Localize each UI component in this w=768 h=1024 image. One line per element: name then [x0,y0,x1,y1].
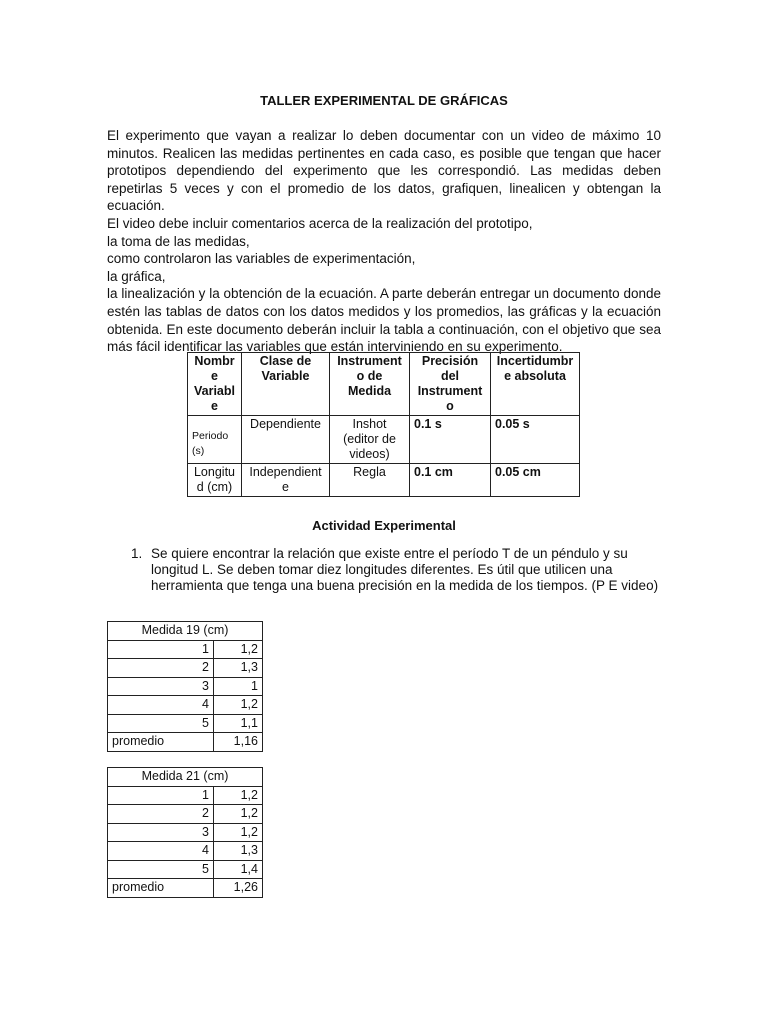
trial-value: 1,2 [214,696,263,715]
trial-number: 1 [108,640,214,659]
header-cell: Instrument o de Medida [330,353,410,416]
table-cell: Periodo (s) [188,416,242,464]
intro-text [107,127,661,356]
average-row [108,879,263,898]
table-cell: Inshot (editor de videos) [330,416,410,464]
table-cell: 0.05 cm [491,464,580,497]
intro-paragraph: El experimento que vayan a realizar lo deben documentar con un video de máximo 10 minutos. Realicen las medidas pertinentes en cada caso, es posible que tengan que hacer prototipos dependiendo del experimento que les correspondió. Las medidas deben repetirlas 5 veces y con el promedio de los datos, grafiquen, linealicen y obtengan la ecuación. [107,128,661,214]
table-cell: Independient e [242,464,330,497]
list-number: 1. [131,546,143,561]
trial-number: 2 [108,805,214,824]
average-value: 1,16 [214,733,263,752]
table-row [108,659,263,678]
table-row [108,677,263,696]
trial-number: 3 [108,823,214,842]
intro-paragraph: El video debe incluir comentarios acerca de la realización del prototipo, [107,215,533,231]
table-row [108,805,263,824]
table-row [108,640,263,659]
intro-paragraph: la linealización y la obtención de la ecuación. A parte deberán entregar un documento donde estén las tablas de datos con los datos medidos y los promedios, las gráficas y la ecuación obtenida. En este documento deberán incluir la tabla a continuación, con el objetivo que sea más fácil identificar las variables que están interviniendo en su experimento. [107,286,661,355]
trial-value: 1,3 [214,659,263,678]
table-row [108,786,263,805]
trial-number: 4 [108,842,214,861]
table-row [188,464,580,497]
trial-value: 1,2 [214,786,263,805]
table-row [108,842,263,861]
measurement-header: Medida 21 (cm) [108,768,263,787]
table-cell: Regla [330,464,410,497]
header-cell: Precisión del Instrument o [410,353,491,416]
trial-number: 3 [108,677,214,696]
trial-number: 1 [108,786,214,805]
header-cell: Nombr e Variabl e [188,353,242,416]
trial-value: 1 [214,677,263,696]
activity-text: Se quiere encontrar la relación que existe entre el período T de un péndulo y su longitud L. Se deben tomar diez longitudes diferentes. Es útil que utilicen una herramienta que tenga una buena precisión en la medida de los tiempos. (P E video) [151,546,659,593]
table-cell: 0.05 s [491,416,580,464]
intro-paragraph: la gráfica, [107,268,166,284]
table-cell: Dependiente [242,416,330,464]
trial-value: 1,1 [214,714,263,733]
table-row [108,696,263,715]
average-label: promedio [108,879,214,898]
table-row [108,714,263,733]
variables-table [187,352,580,497]
trial-number: 5 [108,714,214,733]
table-row [188,416,580,464]
intro-paragraph: la toma de las medidas, [107,233,250,249]
table-row [108,823,263,842]
trial-value: 1,2 [214,805,263,824]
average-row [108,733,263,752]
list-item [131,546,661,593]
section-subtitle: Actividad Experimental [312,518,456,533]
table-header-row [188,353,580,416]
table-cell: 0.1 cm [410,464,491,497]
average-value: 1,26 [214,879,263,898]
table-cell: 0.1 s [410,416,491,464]
trial-number: 5 [108,860,214,879]
measurement-header: Medida 19 (cm) [108,622,263,641]
trial-number: 4 [108,696,214,715]
measurement-table-21 [107,767,263,898]
trial-value: 1,3 [214,842,263,861]
table-cell: Longitu d (cm) [188,464,242,497]
document-title: TALLER EXPERIMENTAL DE GRÁFICAS [260,93,508,108]
trial-number: 2 [108,659,214,678]
header-cell: Incertidumbr e absoluta [491,353,580,416]
header-cell: Clase de Variable [242,353,330,416]
measurement-table-19 [107,621,263,752]
trial-value: 1,2 [214,640,263,659]
table-row [108,860,263,879]
trial-value: 1,4 [214,860,263,879]
activity-list [131,546,661,593]
trial-value: 1,2 [214,823,263,842]
average-label: promedio [108,733,214,752]
intro-paragraph: como controlaron las variables de experimentación, [107,251,416,267]
